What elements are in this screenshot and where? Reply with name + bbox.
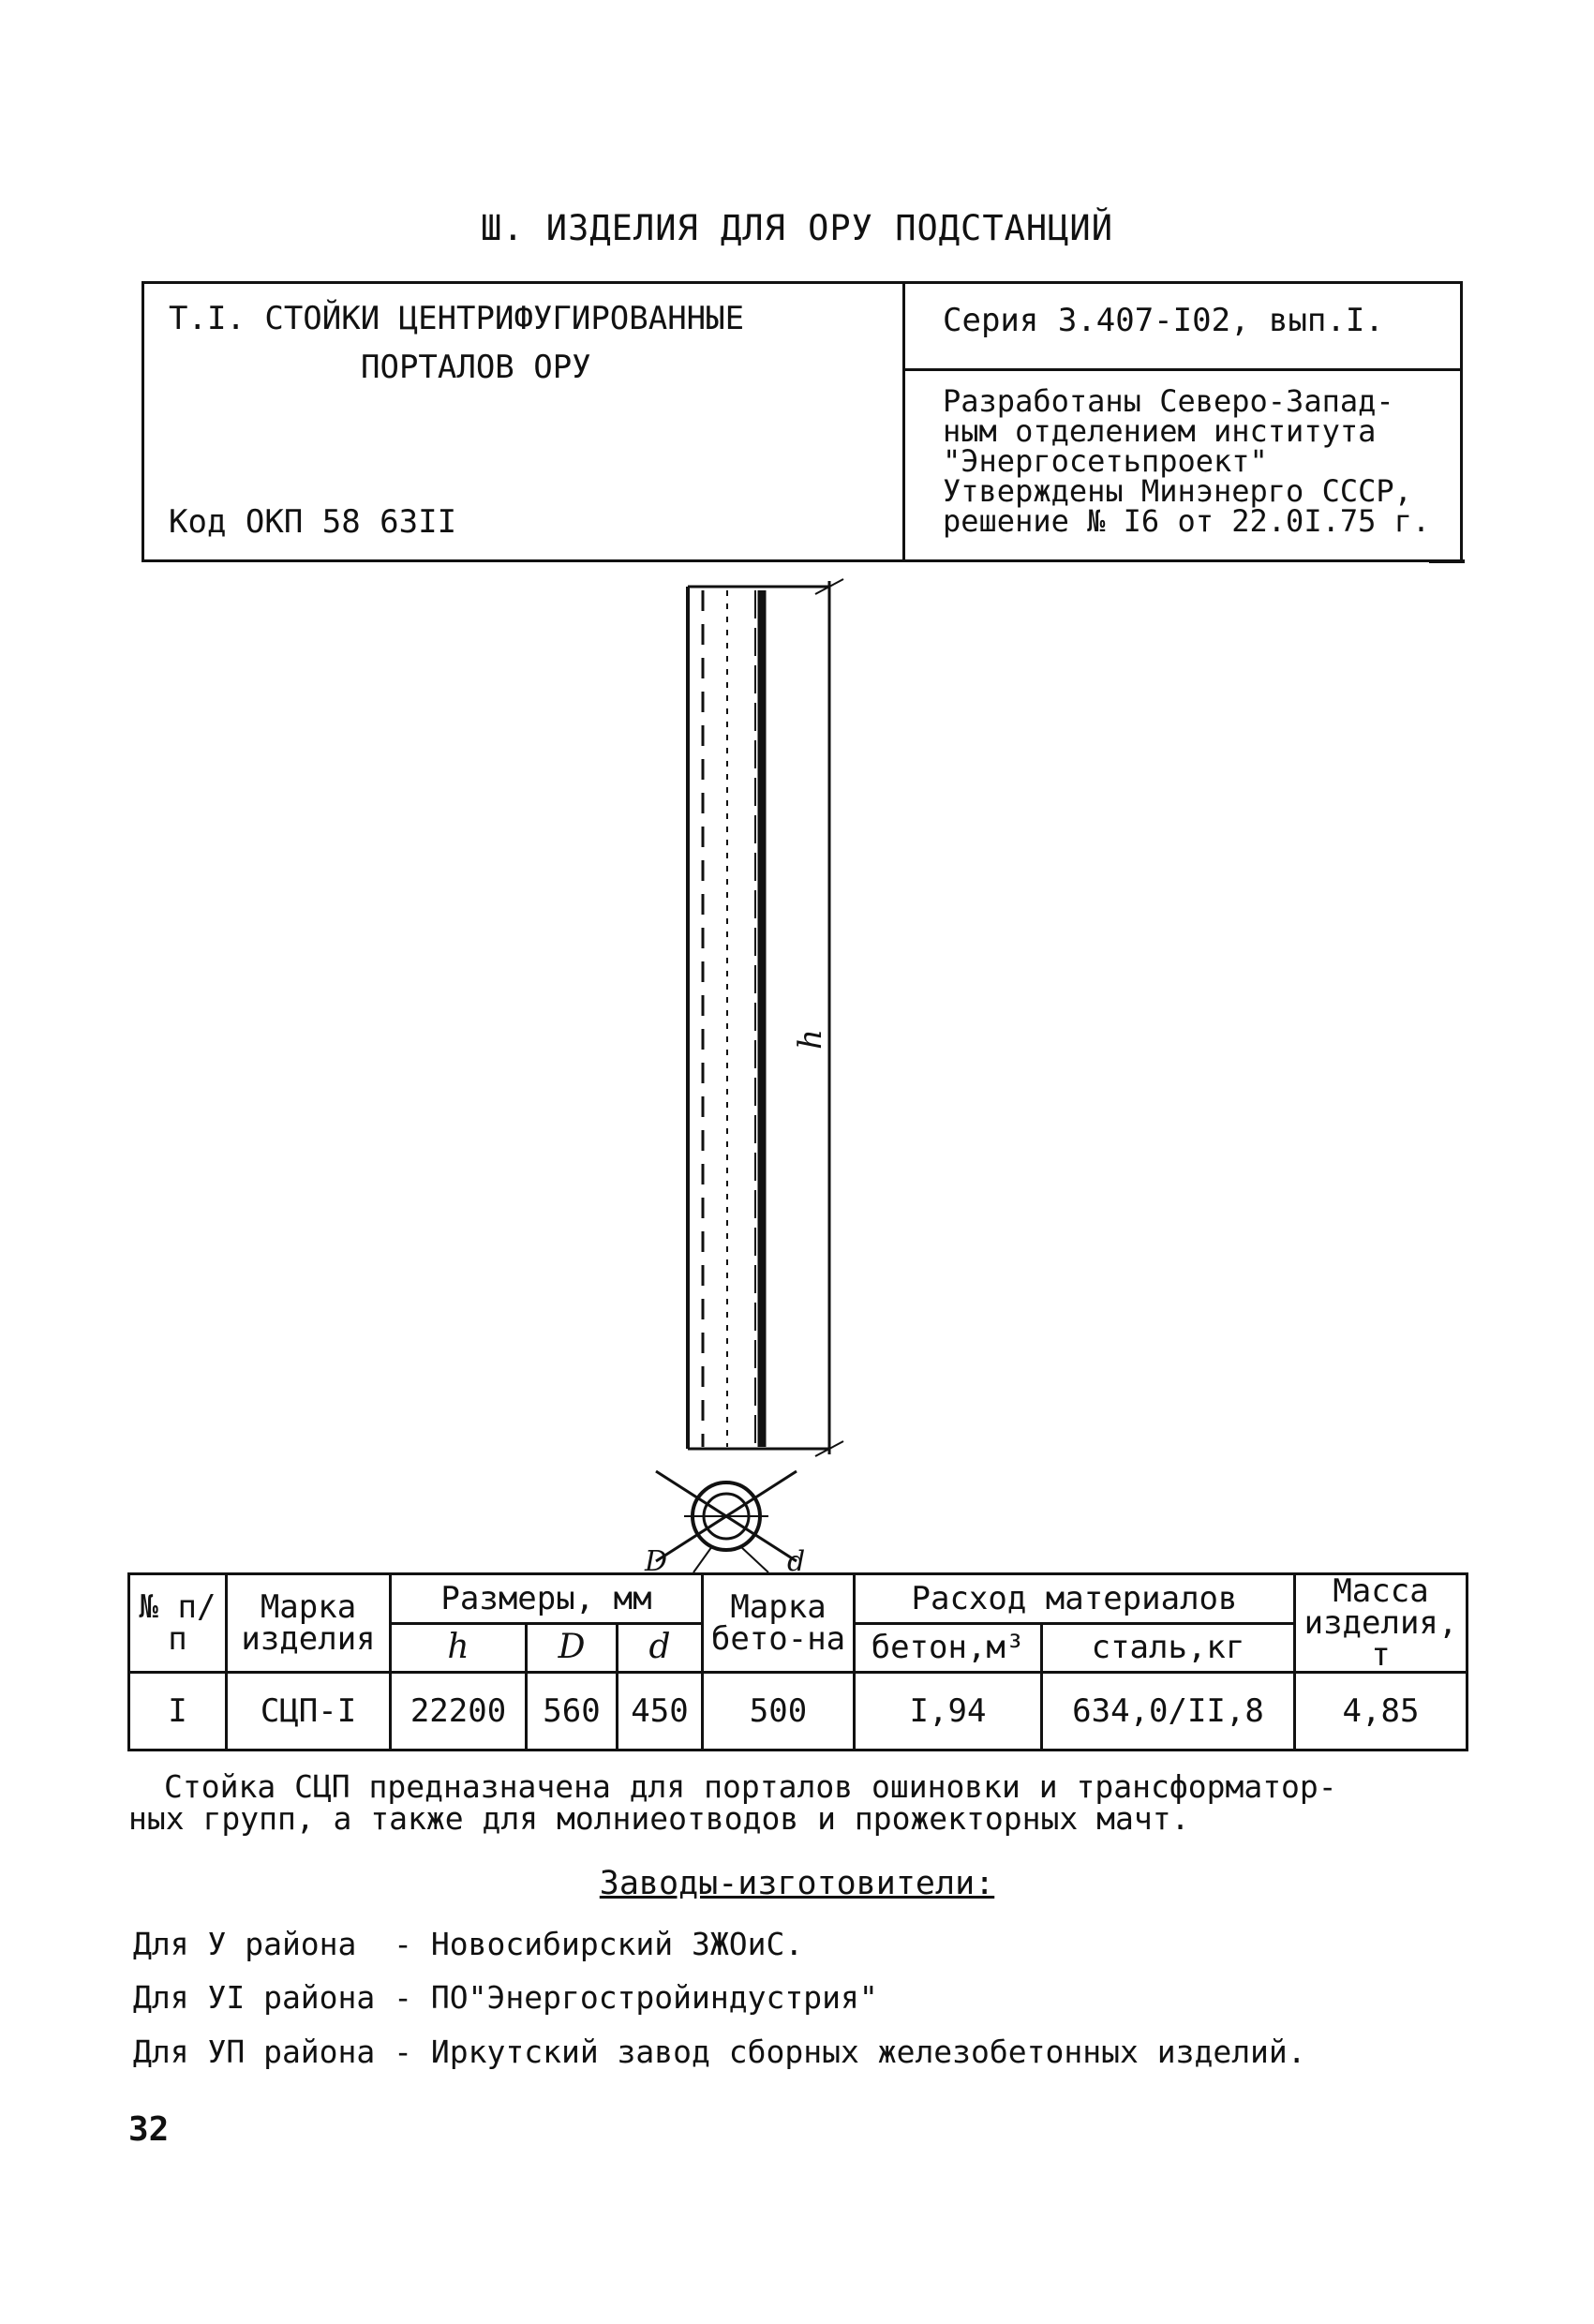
header-mass: Масса изделия, т	[1295, 1574, 1467, 1673]
header-dim-d: d	[618, 1623, 703, 1673]
header-materials: Расход материалов	[855, 1574, 1295, 1624]
diameter-label-D: D	[645, 1545, 668, 1574]
developer-approval-text: Разработаны Северо-Запад- ным отделением института "Энергосетьпроект" Утверждены Минэнерго СССР, решение № I6 от 22.0I.75 г.	[943, 383, 1431, 539]
header-num: № п/п	[129, 1574, 227, 1673]
product-table	[127, 1572, 1468, 1751]
factories-title	[0, 1865, 1594, 1902]
cell-D: 560	[527, 1673, 618, 1750]
cell-grade: 500	[703, 1673, 855, 1750]
leader-d	[740, 1546, 768, 1572]
factory-item: Для УП района - Иркутский завод сборных железобетонных изделий.	[133, 2034, 1306, 2070]
header-dimensions: Размеры, мм	[391, 1574, 703, 1624]
header-dim-D: D	[527, 1623, 618, 1673]
header-steel: сталь,кг	[1042, 1623, 1295, 1673]
cell-concrete: I,94	[855, 1673, 1042, 1750]
product-code: Код ОКП 58 63II	[169, 503, 457, 541]
factories-title-text: Заводы-изготовители:	[599, 1865, 995, 1902]
diameter-label-d: d	[787, 1545, 806, 1574]
usage-note	[128, 1768, 1462, 1837]
header-dim-h: h	[391, 1623, 527, 1673]
header-divider-vertical	[902, 281, 905, 562]
header-box-corner-mark	[1429, 559, 1465, 563]
section-title: Ш. ИЗДЕЛИЯ ДЛЯ ОРУ ПОДСТАНЦИЙ	[480, 208, 1113, 248]
cell-d: 450	[618, 1673, 703, 1750]
cell-mass: 4,85	[1295, 1673, 1467, 1750]
dimension-label-h: h	[792, 1029, 829, 1050]
header-divider-horizontal	[902, 368, 1463, 371]
usage-note-line2: ных групп, а также для молниеотводов и прожекторных мачт.	[128, 1800, 1190, 1837]
header-mark: Марка изделия	[227, 1574, 391, 1673]
table-row	[129, 1673, 1467, 1750]
header-concrete: бетон,м³	[855, 1623, 1042, 1673]
leader-D	[693, 1546, 712, 1572]
header-concrete-grade: Марка бето-на	[703, 1574, 855, 1673]
column-drawing	[562, 562, 956, 1574]
cell-steel: 634,0/II,8	[1042, 1673, 1295, 1750]
page-number: 32	[128, 2110, 170, 2149]
factory-item: Для УI района - ПО"Энергостройиндустрия"	[133, 1979, 878, 2016]
series-label: Серия 3.407-I02, вып.I.	[943, 302, 1384, 339]
cell-mark: СЦП-I	[227, 1673, 391, 1750]
usage-note-line1: Стойка СЦП предназначена для порталов ошиновки и трансформатор-	[164, 1768, 1337, 1805]
factory-item: Для У района - Новосибирский ЗЖОиС.	[133, 1926, 804, 1962]
cell-h: 22200	[391, 1673, 527, 1750]
product-title-line1: Т.I. СТОЙКИ ЦЕНТРИФУГИРОВАННЫЕ	[169, 300, 745, 337]
product-title-line2: ПОРТАЛОВ ОРУ	[361, 349, 591, 386]
cell-num: I	[129, 1673, 227, 1750]
